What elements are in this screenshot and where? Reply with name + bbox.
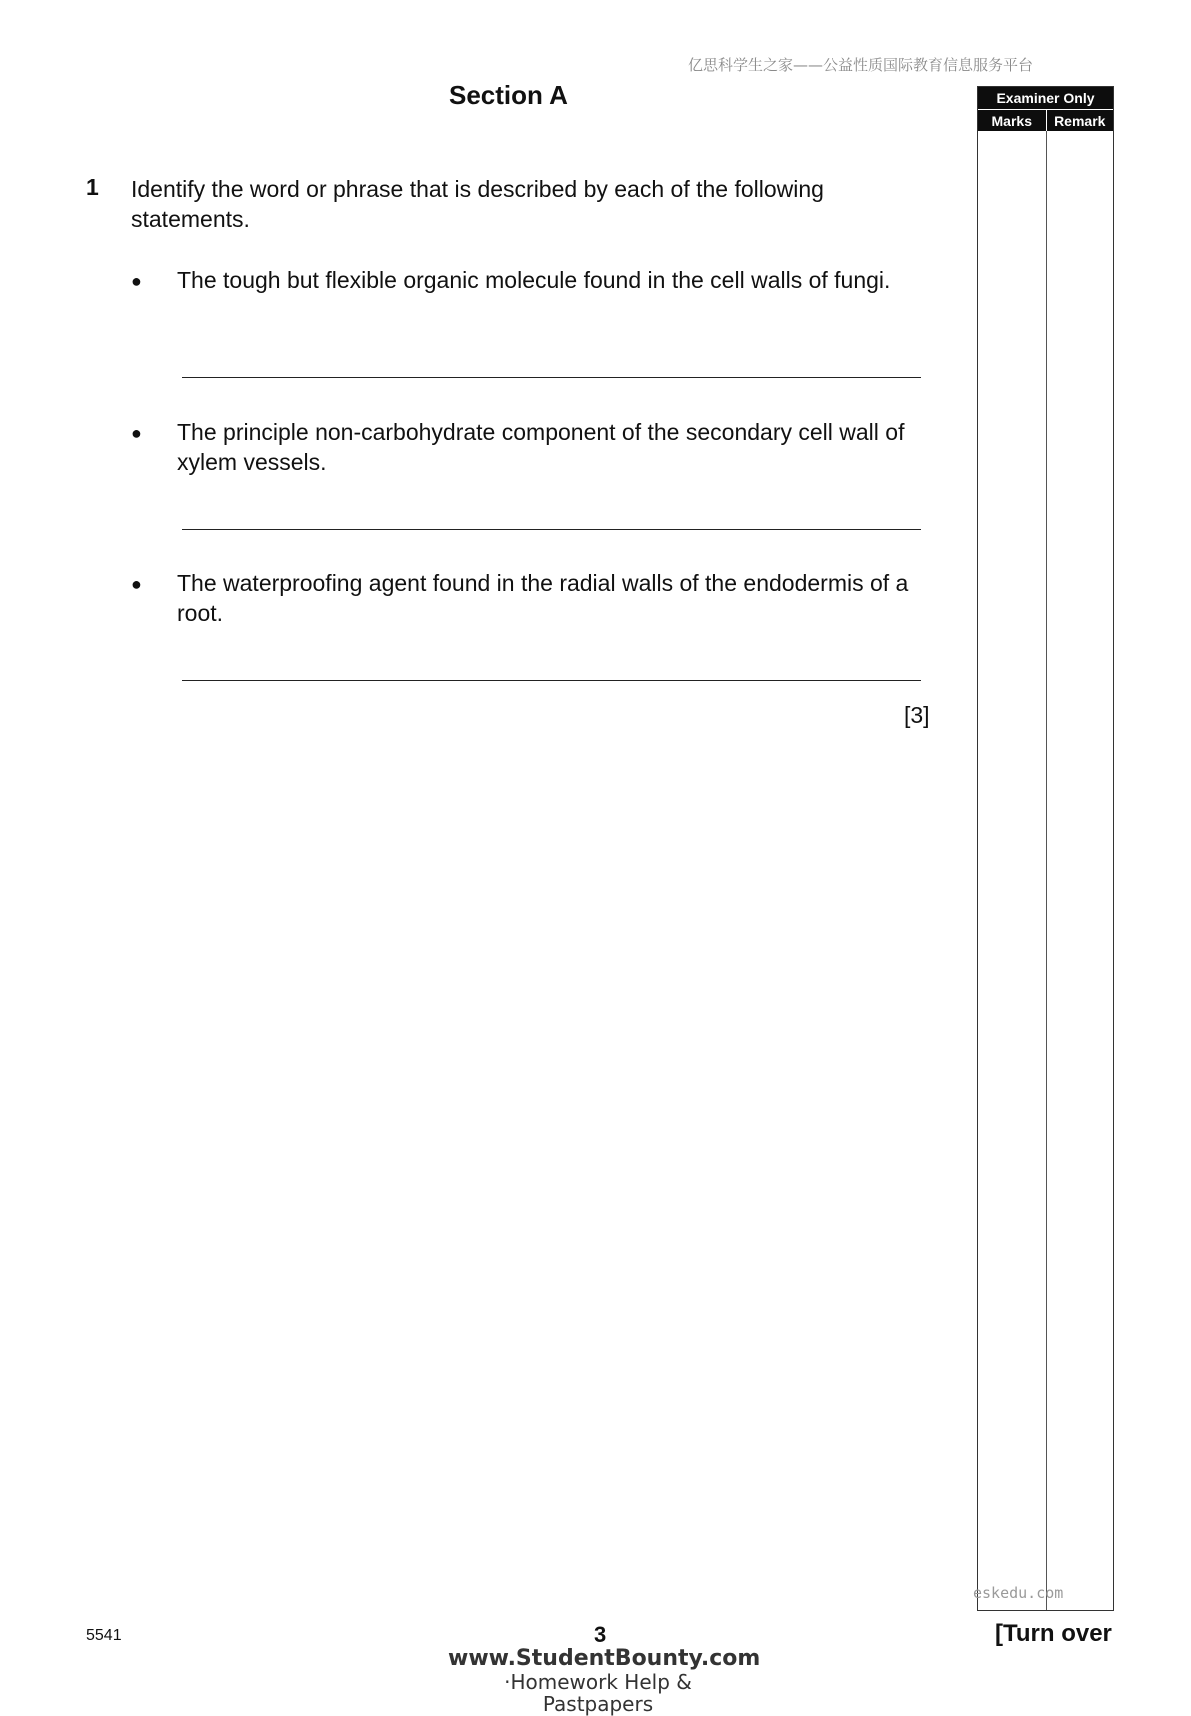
marks-column-header: Marks bbox=[978, 110, 1046, 131]
logo-line-1: www.StudentBounty.com bbox=[448, 1646, 761, 1671]
examiner-columns bbox=[978, 110, 1113, 131]
studentbounty-logo bbox=[448, 1646, 761, 1716]
question-number: 1 bbox=[86, 174, 99, 200]
statement-2: The principle non-carbohydrate component of the secondary cell wall of xylem vessels. bbox=[177, 419, 905, 475]
logo-line-2: ·Homework Help & Pastpapers bbox=[504, 1670, 692, 1716]
question-stem: Identify the word or phrase that is described by each of the following statements. bbox=[131, 176, 824, 232]
answer-line-2[interactable] bbox=[182, 529, 921, 530]
bullet-icon: ● bbox=[131, 423, 142, 443]
remark-column-header: Remark bbox=[1047, 110, 1114, 131]
header-note: 亿思科学生之家——公益性质国际教育信息服务平台 bbox=[688, 56, 1034, 74]
examiner-only-box bbox=[977, 86, 1114, 1611]
answer-line-1[interactable] bbox=[182, 377, 921, 378]
statement-3: The waterproofing agent found in the radial walls of the endodermis of a root. bbox=[177, 570, 909, 626]
section-title: Section A bbox=[449, 80, 568, 110]
turn-over-label: [Turn over bbox=[995, 1620, 1112, 1647]
bullet-icon: ● bbox=[131, 574, 142, 594]
examiner-only-title: Examiner Only bbox=[978, 87, 1113, 109]
watermark: eskedu.com bbox=[973, 1584, 1064, 1602]
paper-code: 5541 bbox=[86, 1627, 122, 1644]
answer-line-3[interactable] bbox=[182, 680, 921, 681]
bullet-icon: ● bbox=[131, 271, 142, 291]
page-number: 3 bbox=[594, 1622, 607, 1647]
examiner-column-divider bbox=[1046, 131, 1047, 1610]
statement-1: The tough but flexible organic molecule found in the cell walls of fungi. bbox=[177, 267, 891, 293]
question-marks: [3] bbox=[904, 702, 930, 728]
